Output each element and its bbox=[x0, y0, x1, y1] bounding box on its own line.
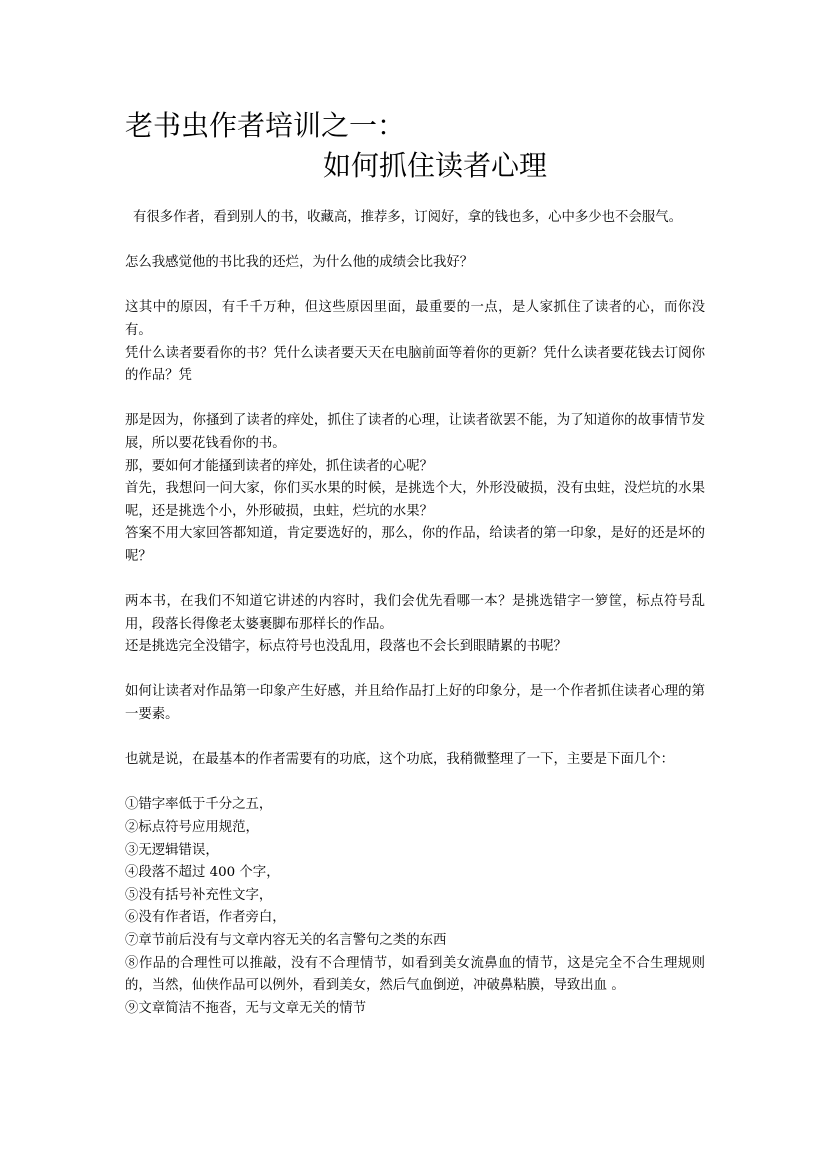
paragraph: 那，要如何才能搔到读者的痒处，抓住读者的心呢？ bbox=[125, 458, 433, 474]
list-item: ⑤没有括号补充性文字， bbox=[125, 887, 273, 903]
list-item: ④段落不超过 400 个字， bbox=[125, 865, 280, 881]
list-item: ①错字率低于千分之五， bbox=[125, 797, 273, 813]
paragraph: 还是挑选完全没错字，标点符号也没乱用，段落也不会长到眼睛累的书呢？ bbox=[125, 639, 567, 655]
paragraph: 这其中的原因，有千千万种，但这些原因里面，最重要的一点，是人家抓住了读者的心，而你没有。 bbox=[125, 300, 705, 338]
paragraph-spacer bbox=[125, 230, 705, 253]
paragraph-spacer bbox=[125, 727, 705, 750]
paragraph: 怎么我感觉他的书比我的还烂，为什么他的成绩会比我好？ bbox=[125, 255, 474, 271]
paragraph: 凭什么读者要看你的书？凭什么读者要天天在电脑前面等着你的更新？凭什么读者要花钱去订阅你的作品？凭 bbox=[125, 345, 705, 384]
document-title-line-2: 如何抓住读者心理 bbox=[323, 149, 548, 182]
list-item: ⑨文章简洁不拖沓，无与文章无关的情节 bbox=[125, 1000, 367, 1016]
paragraph-spacer bbox=[125, 772, 705, 795]
paragraph-spacer bbox=[125, 275, 705, 298]
document-title-line-1: 老书虫作者培训之一： bbox=[125, 109, 406, 142]
paragraph-spacer bbox=[125, 569, 705, 592]
paragraph: 有很多作者，看到别人的书，收藏高，推荐多，订阅好，拿的钱也多，心中多少也不会服气。 bbox=[133, 210, 683, 225]
paragraph: 如何让读者对作品第一印象产生好感，并且给作品打上好的印象分，是一个作者抓住读者心理的第一要素。 bbox=[125, 684, 705, 723]
list-item: ⑦章节前后没有与文章内容无关的名言警句之类的东西 bbox=[125, 933, 447, 948]
paragraph: 那是因为，你搔到了读者的痒处，抓住了读者的心理，让读者欲罢不能，为了知道你的故事情节发展，所以要花钱看你的书。 bbox=[125, 413, 705, 451]
list-item: ⑥没有作者语，作者旁白， bbox=[125, 910, 286, 926]
list-item: ②标点符号应用规范， bbox=[125, 820, 259, 836]
list-item: ③无逻辑错误， bbox=[125, 842, 219, 858]
paragraph: 首先，我想问一问大家，你们买水果的时候，是挑选个大，外形没破损，没有虫蛀，没烂坑的水果呢，还是挑选个小，外形破损，虫蛀，烂坑的水果？ bbox=[125, 481, 705, 519]
list-item: ⑧作品的合理性可以推敲，没有不合理情节，如看到美女流鼻血的情节，这是完全不合生理规则的，当然，仙侠作品可以例外，看到美女，然后气血倒逆，冲破鼻粘膜，导致出血 。 bbox=[125, 955, 705, 994]
paragraph: 答案不用大家回答都知道，肯定要选好的，那么，你的作品，给读者的第一印象，是好的还是坏的呢？ bbox=[125, 526, 705, 564]
paragraph-spacer bbox=[125, 388, 705, 411]
paragraph: 也就是说，在最基本的作者需要有的功底，这个功底，我稍微整理了一下，主要是下面几个： bbox=[125, 752, 675, 768]
paragraph: 两本书，在我们不知道它讲述的内容时，我们会优先看哪一本？是挑选错字一箩筐，标点符号乱用，段落长得像老太婆裹脚布那样长的作品。 bbox=[125, 594, 705, 632]
document-body bbox=[125, 207, 705, 1020]
paragraph-spacer bbox=[125, 659, 705, 682]
